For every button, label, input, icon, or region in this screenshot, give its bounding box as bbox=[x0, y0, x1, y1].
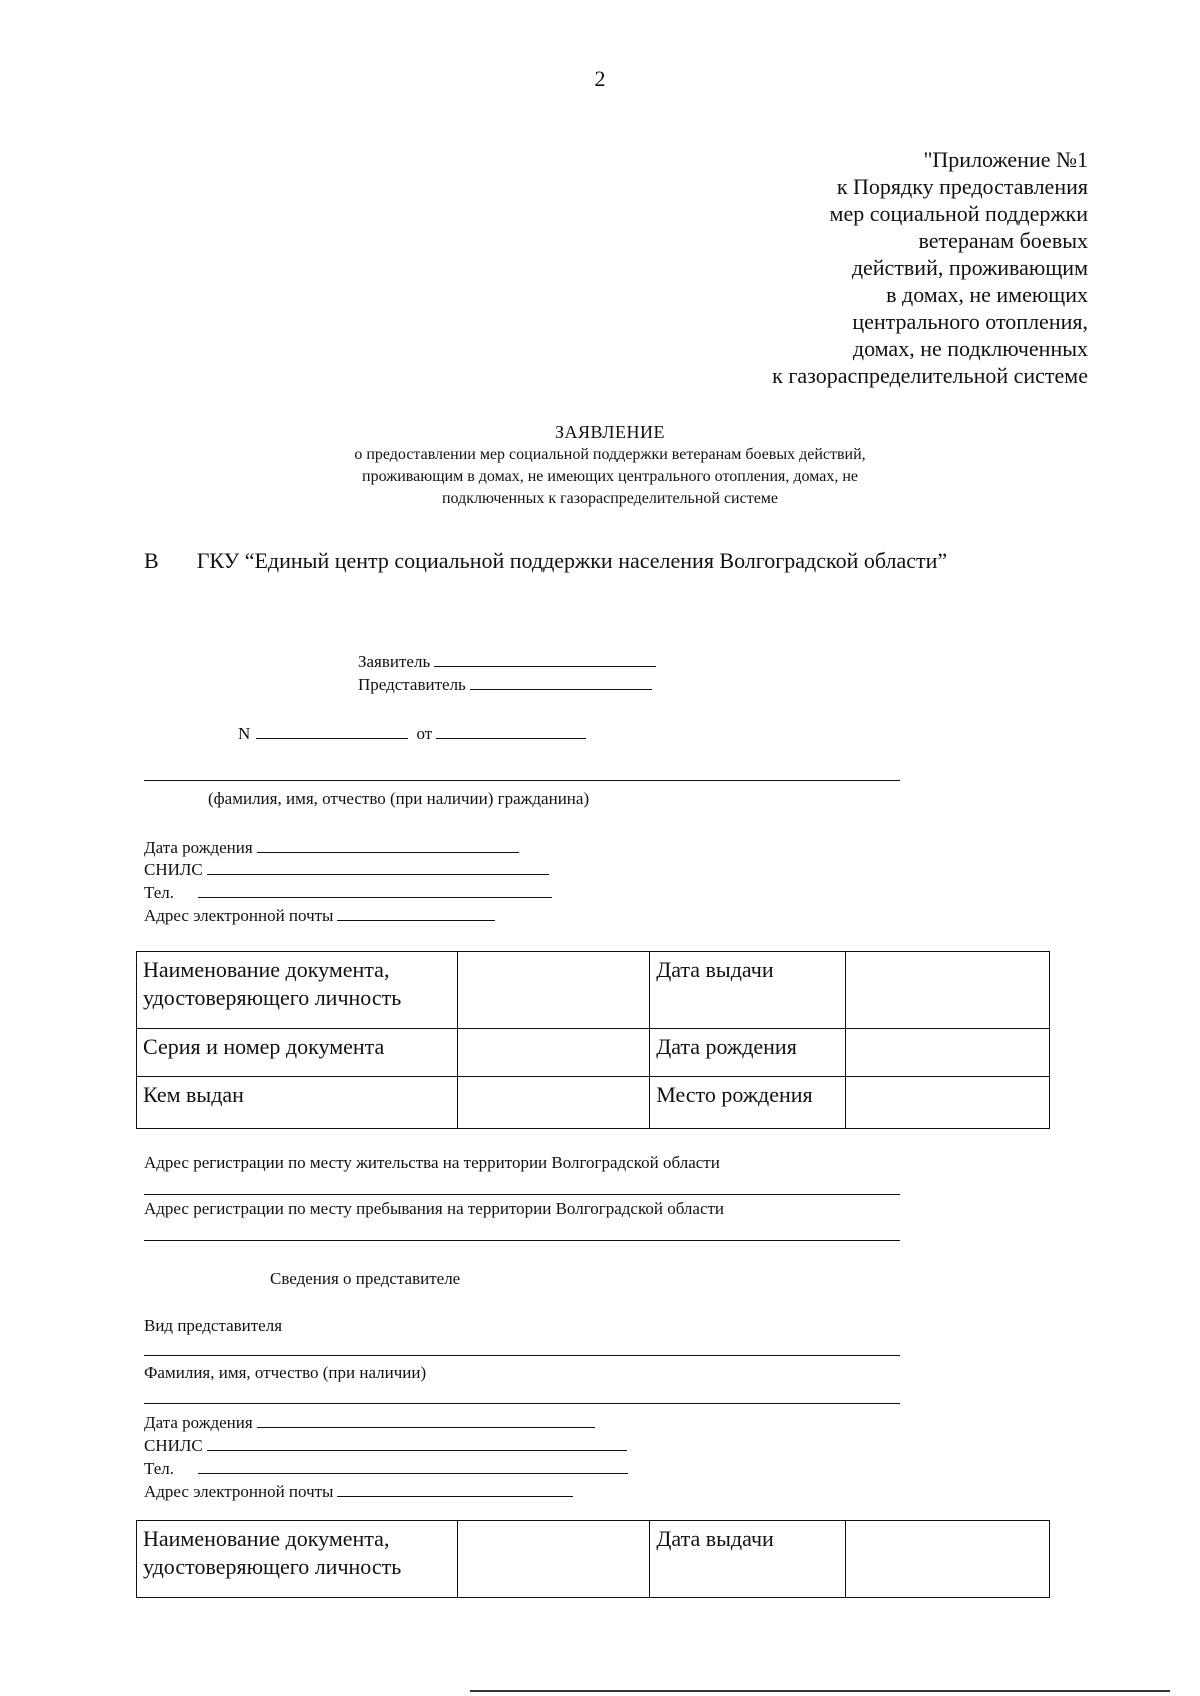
citizen-snils-field[interactable] bbox=[144, 858, 549, 880]
representative-label: Представитель bbox=[358, 675, 466, 694]
citizen-birth-date-field[interactable] bbox=[144, 836, 519, 858]
appendix-line: в домах, не имеющих bbox=[886, 282, 1088, 307]
from-label: от bbox=[416, 724, 433, 743]
appendix-line: к газораспределительной системе bbox=[772, 363, 1088, 388]
appendix-line: ветеранам боевых bbox=[918, 228, 1088, 253]
id-document-table bbox=[136, 951, 1050, 1129]
addressee-line bbox=[144, 548, 947, 574]
rep-email-input-line[interactable] bbox=[337, 1480, 573, 1497]
rep-email-label: Адрес электронной почты bbox=[144, 1482, 334, 1501]
rep-phone-field[interactable] bbox=[144, 1457, 628, 1479]
form-title: ЗАЯВЛЕНИЕ bbox=[554, 422, 666, 442]
residence-address-label: Адрес регистрации по месту жительства на территории Волгоградской области bbox=[144, 1153, 720, 1172]
series-number-label: Серия и номер документа bbox=[137, 1029, 458, 1077]
rep-snils-field[interactable] bbox=[144, 1434, 627, 1456]
from-date-input-line[interactable] bbox=[436, 722, 586, 739]
form-subtitle-line: подключенных к газораспределительной системе bbox=[441, 490, 779, 507]
number-input-line[interactable] bbox=[256, 722, 408, 739]
issued-by-value[interactable] bbox=[457, 1077, 649, 1129]
form-title-block bbox=[200, 420, 1020, 510]
birth-date-label: Дата рождения bbox=[144, 838, 253, 857]
addressee-prefix: В bbox=[144, 548, 159, 573]
stay-address-input-line[interactable] bbox=[144, 1240, 900, 1241]
birth-place-label: Место рождения bbox=[650, 1077, 846, 1129]
appendix-line: мер социальной поддержки bbox=[829, 201, 1088, 226]
number-label: N bbox=[238, 724, 251, 743]
addressee-org: ГКУ “Единый центр социальной поддержки населения Волгоградской области” bbox=[196, 548, 948, 573]
appendix-line: "Приложение №1 bbox=[923, 147, 1088, 172]
form-subtitle-line: о предоставлении мер социальной поддержки ветеранам боевых действий, bbox=[354, 446, 866, 463]
birth-date-cell-value[interactable] bbox=[845, 1029, 1049, 1077]
representative-type-input-line[interactable] bbox=[144, 1355, 900, 1356]
citizen-fio-input-line[interactable] bbox=[144, 780, 900, 781]
rep-phone-label: Тел. bbox=[144, 1459, 175, 1478]
rep-snils-label: СНИЛС bbox=[144, 1436, 203, 1455]
table-row bbox=[137, 1521, 1050, 1598]
rep-birth-date-field[interactable] bbox=[144, 1411, 595, 1433]
representative-input-line[interactable] bbox=[470, 673, 652, 690]
page-number: 2 bbox=[594, 66, 606, 91]
appendix-line: к Порядку предоставления bbox=[836, 174, 1088, 199]
rep-email-field[interactable] bbox=[144, 1480, 573, 1502]
representative-section-title: Сведения о представителе bbox=[270, 1269, 461, 1288]
rep-snils-input-line[interactable] bbox=[207, 1434, 627, 1451]
rep-id-document-table bbox=[136, 1520, 1050, 1598]
citizen-fio-caption: (фамилия, имя, отчество (при наличии) гражданина) bbox=[208, 789, 590, 808]
id-doc-name-value[interactable] bbox=[457, 952, 649, 1029]
residence-address-input-line[interactable] bbox=[144, 1194, 900, 1195]
birth-place-value[interactable] bbox=[845, 1077, 1049, 1129]
scan-edge-line bbox=[470, 1690, 1170, 1692]
series-number-value[interactable] bbox=[457, 1029, 649, 1077]
stay-address-label: Адрес регистрации по месту пребывания на территории Волгоградской области bbox=[144, 1199, 725, 1218]
issued-by-label: Кем выдан bbox=[137, 1077, 458, 1129]
appendix-line: домах, не подключенных bbox=[852, 336, 1088, 361]
appendix-header bbox=[772, 146, 1088, 389]
birth-date-input-line[interactable] bbox=[257, 836, 519, 853]
representative-type-label: Вид представителя bbox=[144, 1316, 283, 1335]
applicant-label: Заявитель bbox=[358, 652, 431, 671]
rep-phone-input-line[interactable] bbox=[198, 1457, 628, 1474]
rep-birth-date-label: Дата рождения bbox=[144, 1413, 253, 1432]
issue-date-value[interactable] bbox=[845, 952, 1049, 1029]
rep-issue-date-label: Дата выдачи bbox=[650, 1521, 845, 1598]
appendix-line: центрального отопления, bbox=[852, 309, 1088, 334]
snils-input-line[interactable] bbox=[207, 858, 549, 875]
phone-input-line[interactable] bbox=[198, 881, 552, 898]
birth-date-cell-label: Дата рождения bbox=[650, 1029, 846, 1077]
email-input-line[interactable] bbox=[337, 904, 495, 921]
snils-label: СНИЛС bbox=[144, 860, 203, 879]
rep-issue-date-value[interactable] bbox=[845, 1521, 1049, 1598]
rep-id-doc-name-value[interactable] bbox=[457, 1521, 649, 1598]
table-row bbox=[137, 1029, 1050, 1077]
issue-date-label: Дата выдачи bbox=[650, 952, 846, 1029]
representative-field[interactable] bbox=[358, 673, 652, 695]
form-subtitle-line: проживающим в домах, не имеющих центрального отопления, домах, не bbox=[362, 468, 858, 485]
applicant-field[interactable] bbox=[358, 650, 656, 672]
registration-number-field[interactable] bbox=[238, 722, 586, 744]
citizen-phone-field[interactable] bbox=[144, 881, 552, 903]
phone-label: Тел. bbox=[144, 883, 175, 902]
appendix-line: действий, проживающим bbox=[851, 255, 1088, 280]
id-doc-name-label: Наименование документа, удостоверяющего личность bbox=[137, 952, 458, 1029]
rep-birth-date-input-line[interactable] bbox=[257, 1411, 595, 1428]
applicant-input-line[interactable] bbox=[434, 650, 656, 667]
table-row bbox=[137, 952, 1050, 1029]
representative-fio-input-line[interactable] bbox=[144, 1403, 900, 1404]
rep-id-doc-name-label: Наименование документа, удостоверяющего личность bbox=[137, 1521, 458, 1598]
representative-fio-label: Фамилия, имя, отчество (при наличии) bbox=[144, 1363, 427, 1382]
email-label: Адрес электронной почты bbox=[144, 906, 334, 925]
table-row bbox=[137, 1077, 1050, 1129]
citizen-email-field[interactable] bbox=[144, 904, 495, 926]
